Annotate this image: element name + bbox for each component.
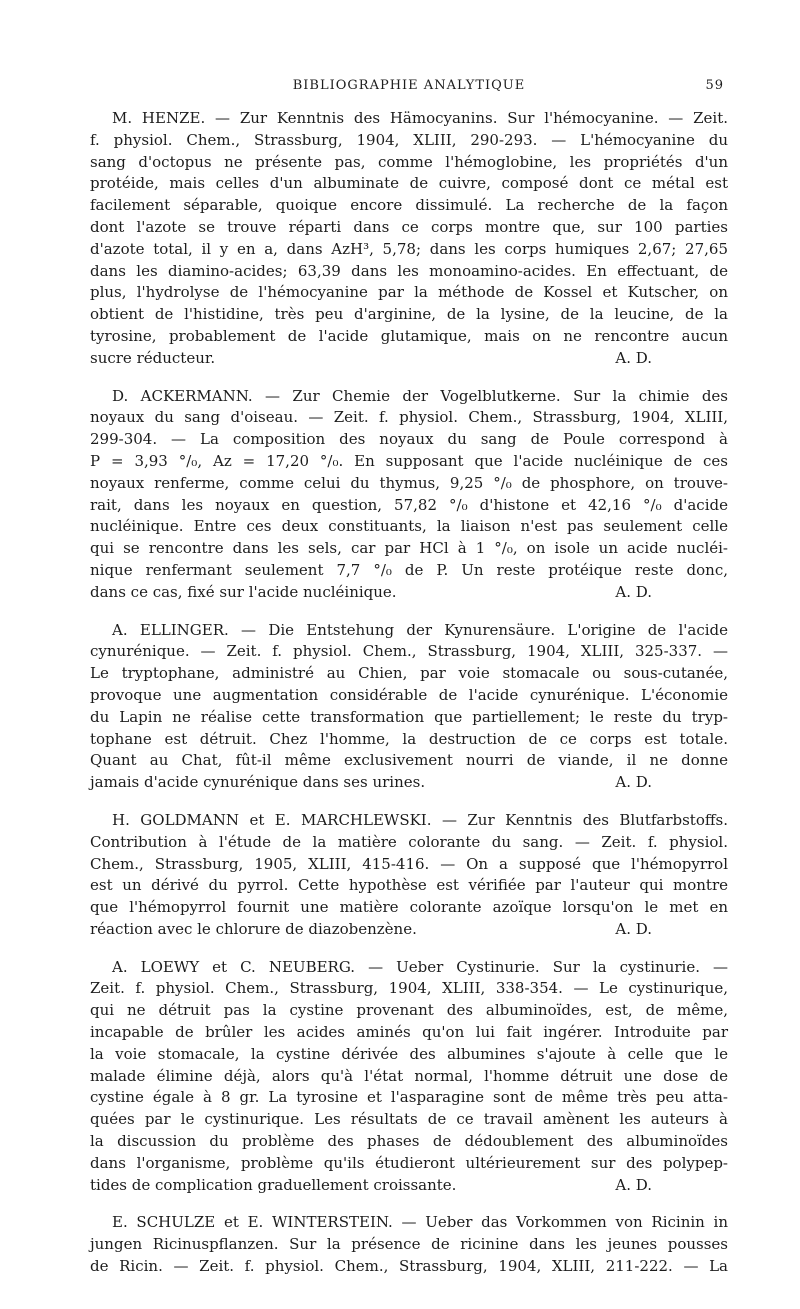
bibliography-entry [90,386,728,604]
entry-signature: A. D. [615,773,652,792]
entry-line: jamais d'acide cynurénique dans ses urines. A. D. [90,772,728,794]
bibliography-entries [90,108,728,1278]
entry-line: tides de complication graduellement croissante. A. D. [90,1175,728,1197]
entry-line: d'azote total, il y en a, dans AzH³, 5,78; dans les corps humiques 2,67; 27,65 [90,239,728,258]
entry-line: nique renfermant seulement 7,7 °/₀ de P. Un reste protéique reste donc, [90,560,728,579]
entry-line: la voie stomacale, la cystine dérivée des albumines s'ajoute à celle que le [90,1044,728,1063]
entry-line: A. ELLINGER. — Die Entstehung der Kynurensäure. L'origine de l'acide [112,620,728,639]
entry-line: noyaux renferme, comme celui du thymus, 9,25 °/₀ de phosphore, on trouve- [90,473,728,492]
entry-line: noyaux du sang d'oiseau. — Zeit. f. physiol. Chem., Strassburg, 1904, XLIII, [90,408,728,427]
entry-line: tophane est détruit. Chez l'homme, la destruction de ce corps est totale. [90,729,728,748]
entry-line: E. SCHULZE et E. WINTERSTEIN. — Ueber das Vorkommen von Ricinin in [112,1213,728,1232]
bibliography-entry [90,108,728,370]
entry-line: sang d'octopus ne présente pas, comme l'hémoglobine, les propriétés d'un [90,152,728,171]
entry-line: réaction avec le chlorure de diazobenzène. A. D. [90,919,728,941]
entry-line: du Lapin ne réalise cette transformation que partiellement; le reste du tryp- [90,707,728,726]
entry-line: A. LOEWY et C. NEUBERG. — Ueber Cystinurie. Sur la cystinurie. — [112,957,728,976]
bibliography-entry [90,957,728,1197]
entry-line: Contribution à l'étude de la matière colorante du sang. — Zeit. f. physiol. [90,832,728,851]
entry-line: 299-304. — La composition des noyaux du sang de Poule correspond à [90,430,728,449]
entry-line: dans ce cas, fixé sur l'acide nucléinique. A. D. [90,582,728,604]
entry-line: Chem., Strassburg, 1905, XLIII, 415-416. — On a supposé que l'hémopyrrol [90,854,728,873]
entry-line: facilement séparable, quoique encore dissimulé. La recherche de la façon [90,196,728,215]
entry-line: provoque une augmentation considérable de l'acide cynurénique. L'économie [90,685,728,704]
entry-line: plus, l'hydrolyse de l'hémocyanine par la méthode de Kossel et Kutscher, on [90,283,728,302]
bibliography-entry [90,1212,728,1277]
entry-line: f. physiol. Chem., Strassburg, 1904, XLIII, 290-293. — L'hémocyanine du [90,130,728,149]
entry-line: cystine égale à 8 gr. La tyrosine et l'asparagine sont de même très peu atta- [90,1088,728,1107]
running-header [90,78,728,100]
entry-line: Le tryptophane, administré au Chien, par voie stomacale ou sous-cutanée, [90,664,728,683]
entry-line: est un dérivé du pyrrol. Cette hypothèse est vérifiée par l'auteur qui montre [90,876,728,895]
entry-line: qui ne détruit pas la cystine provenant des albuminoïdes, est, de même, [90,1001,728,1020]
entry-line: dans les diamino-acides; 63,39 dans les monoamino-acides. En effectuant, de [90,261,728,280]
entry-line: Quant au Chat, fût-il même exclusivement nourri de viande, il ne donne [90,751,728,770]
entry-line: P = 3,93 °/₀, Az = 17,20 °/₀. En supposant que l'acide nucléinique de ces [90,451,728,470]
entry-line: nucléinique. Entre ces deux constituants, la liaison n'est pas seulement celle [90,517,728,536]
entry-line: cynurénique. — Zeit. f. physiol. Chem., Strassburg, 1904, XLIII, 325-337. — [90,642,728,661]
entry-line: qui se rencontre dans les sels, car par HCl à 1 °/₀, on isole un acide nucléi- [90,539,728,558]
entry-signature: A. D. [615,1175,652,1194]
entry-line: de Ricin. — Zeit. f. physiol. Chem., Strassburg, 1904, XLIII, 211-222. — La [90,1257,728,1276]
entry-line: tyrosine, probablement de l'acide glutamique, mais on ne rencontre aucun [90,326,728,345]
entry-signature: A. D. [615,348,652,367]
entry-signature: A. D. [615,919,652,938]
entry-line: jungen Ricinuspflanzen. Sur la présence de ricinine dans les jeunes pousses [90,1235,728,1254]
entry-line: dans l'organisme, problème qu'ils étudieront ultérieurement sur des polypep- [90,1153,728,1172]
running-title: BIBLIOGRAPHIE ANALYTIQUE [292,78,526,93]
entry-line: incapable de brûler les acides aminés qu'on lui fait ingérer. Introduite par [90,1023,728,1042]
entry-line: malade élimine déjà, alors qu'à l'état normal, l'homme détruit une dose de [90,1066,728,1085]
page-number: 59 [705,78,724,93]
entry-line: protéide, mais celles d'un albuminate de cuivre, composé dont ce métal est [90,174,728,193]
entry-line: H. GOLDMANN et E. MARCHLEWSKI. — Zur Kenntnis des Blutfarbstoffs. [112,810,728,829]
entry-line: la discussion du problème des phases de dédoublement des albuminoïdes [90,1132,728,1151]
entry-line: quées par le cystinurique. Les résultats de ce travail amènent les auteurs à [90,1110,728,1129]
entry-signature: A. D. [615,582,652,601]
entry-line: rait, dans les noyaux en question, 57,82 °/₀ d'histone et 42,16 °/₀ d'acide [90,495,728,514]
entry-line: D. ACKERMANN. — Zur Chemie der Vogelblutkerne. Sur la chimie des [112,386,728,405]
entry-line: Zeit. f. physiol. Chem., Strassburg, 1904, XLIII, 338-354. — Le cystinurique, [90,979,728,998]
entry-line: que l'hémopyrrol fournit une matière colorante azoïque lorsqu'on le met en [90,898,728,917]
entry-line: M. HENZE. — Zur Kenntnis des Hämocyanins. Sur l'hémocyanine. — Zeit. [112,109,728,127]
bibliography-entry [90,810,728,941]
bibliography-entry [90,620,728,794]
entry-line: obtient de l'histidine, très peu d'arginine, de la lysine, de la leucine, de la [90,305,728,324]
entry-line: sucre réducteur. A. D. [90,348,728,370]
entry-line: dont l'azote se trouve réparti dans ce corps montre que, sur 100 parties [90,217,728,236]
